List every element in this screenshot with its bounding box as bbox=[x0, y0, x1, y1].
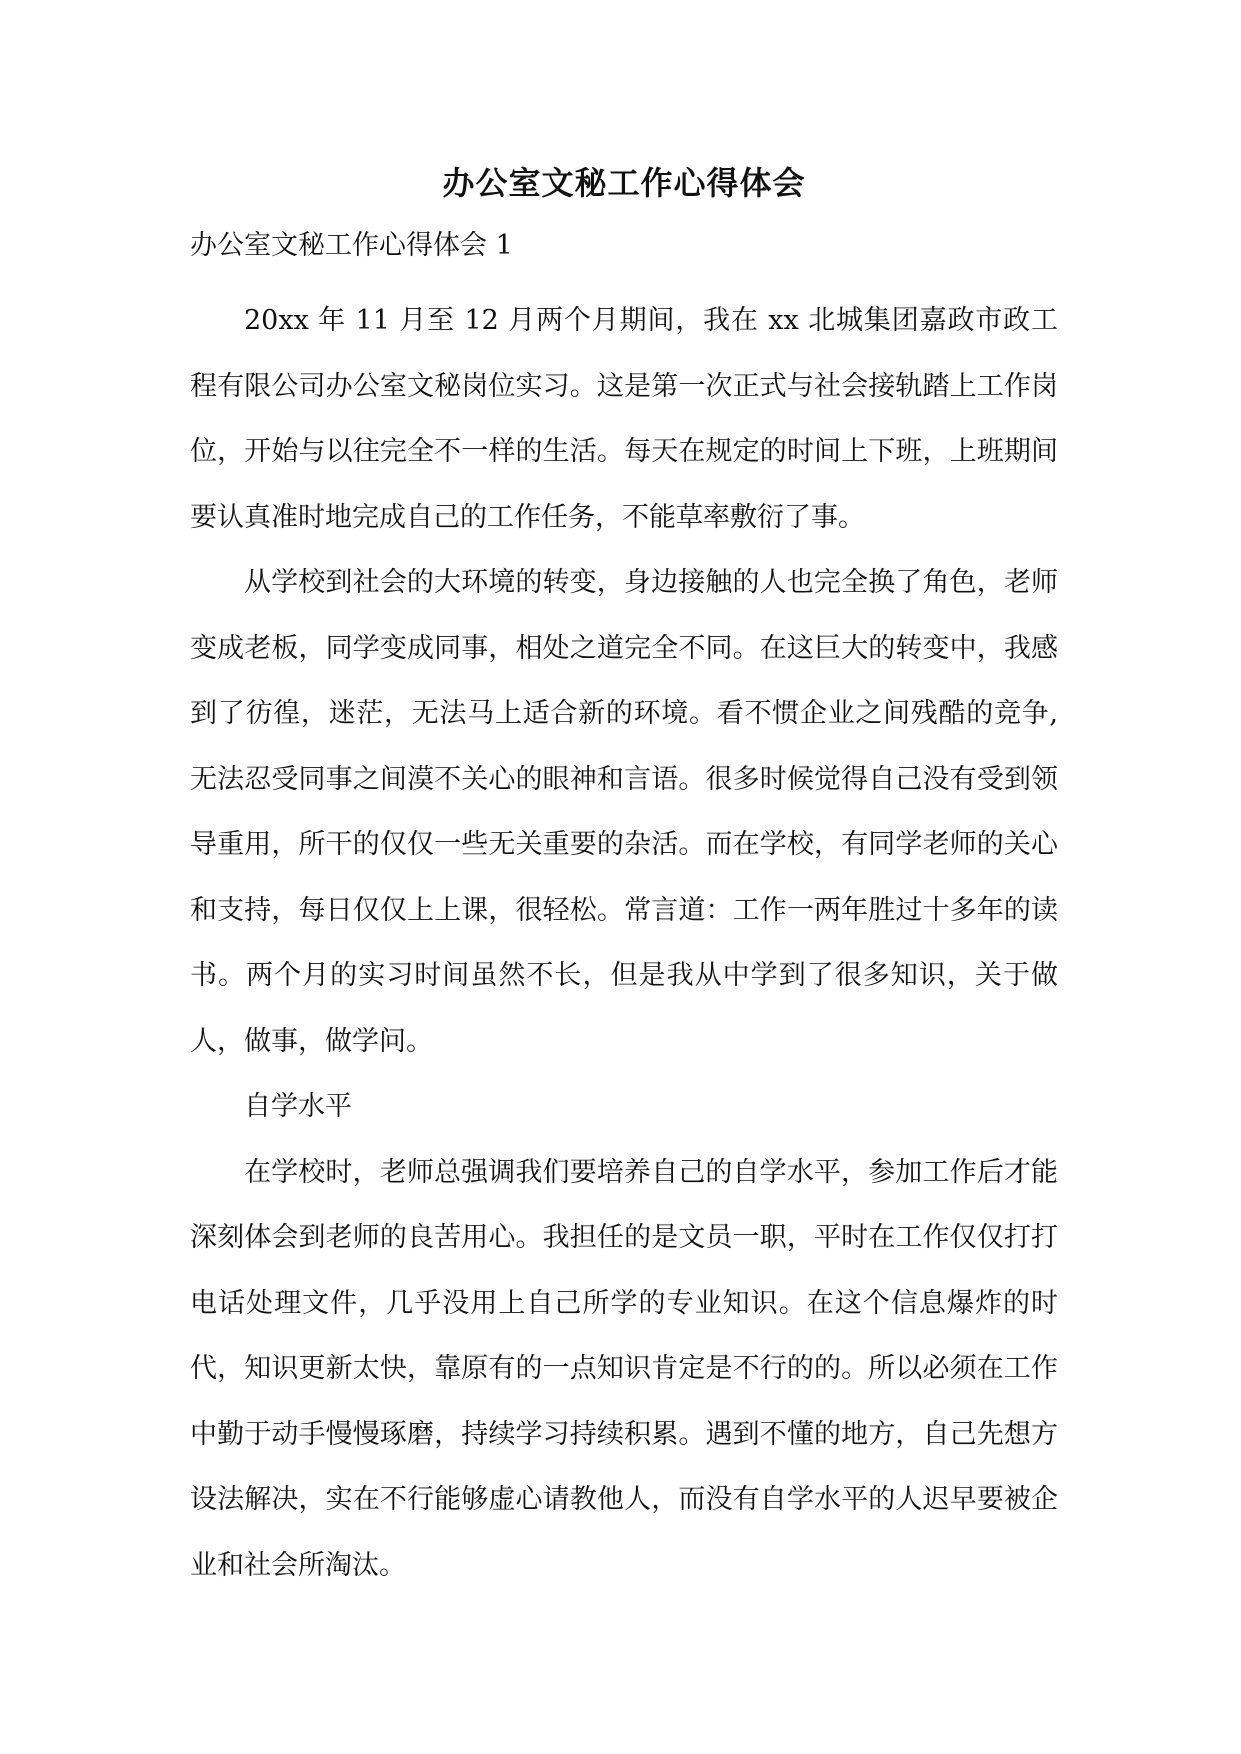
document-subtitle: 办公室文秘工作心得体会 1 bbox=[190, 230, 513, 261]
document-body bbox=[190, 158, 1058, 1598]
section-heading: 自学水平 bbox=[244, 1091, 352, 1122]
paragraph-2: 从学校到社会的大环境的转变，身边接触的人也完全换了角色，老师变成老板，同学变成同事，相处之道完全不同。在这巨大的转变中，我感到了彷徨，迷茫，无法马上适合新的环境。看不惯企业之间残酷的竞争,无法忍受同事之间漠不关心的眼神和言语。很多时候觉得自己没有受到领导重用，所干的仅仅一些无关重要的杂活。而在学校，有同学老师的关心和支持，每日仅仅上上课，很轻松。常言道：工作一两年胜过十多年的读书。两个月的实习时间虽然不长，但是我从中学到了很多知识，关于做人，做事，做学问。 bbox=[190, 567, 1058, 1057]
paragraph-3: 在学校时，老师总强调我们要培养自己的自学水平，参加工作后才能深刻体会到老师的良苦用心。我担任的是文员一职，平时在工作仅仅打打电话处理文件，几乎没用上自己所学的专业知识。在这个信息爆炸的时代，知识更新太快，靠原有的一点知识肯定是不行的的。所以必须在工作中勤于动手慢慢琢磨，持续学习持续积累。遇到不懂的地方，自己先想方设法解决，实在不行能够虚心请教他人，而没有自学水平的人迟早要被企业和社会所淘汰。 bbox=[190, 1156, 1058, 1581]
paragraph-1: 20xx 年 11 月至 12 月两个月期间，我在 xx 北城集团嘉政市政工程有限公司办公室文秘岗位实习。这是第一次正式与社会接轨踏上工作岗位，开始与以往完全不一样的生活。每天在规定的时间上下班，上班期间要认真准时地完成自己的工作任务，不能草率敷衍了事。 bbox=[190, 305, 1058, 533]
document-title: 办公室文秘工作心得体会 bbox=[442, 164, 806, 202]
